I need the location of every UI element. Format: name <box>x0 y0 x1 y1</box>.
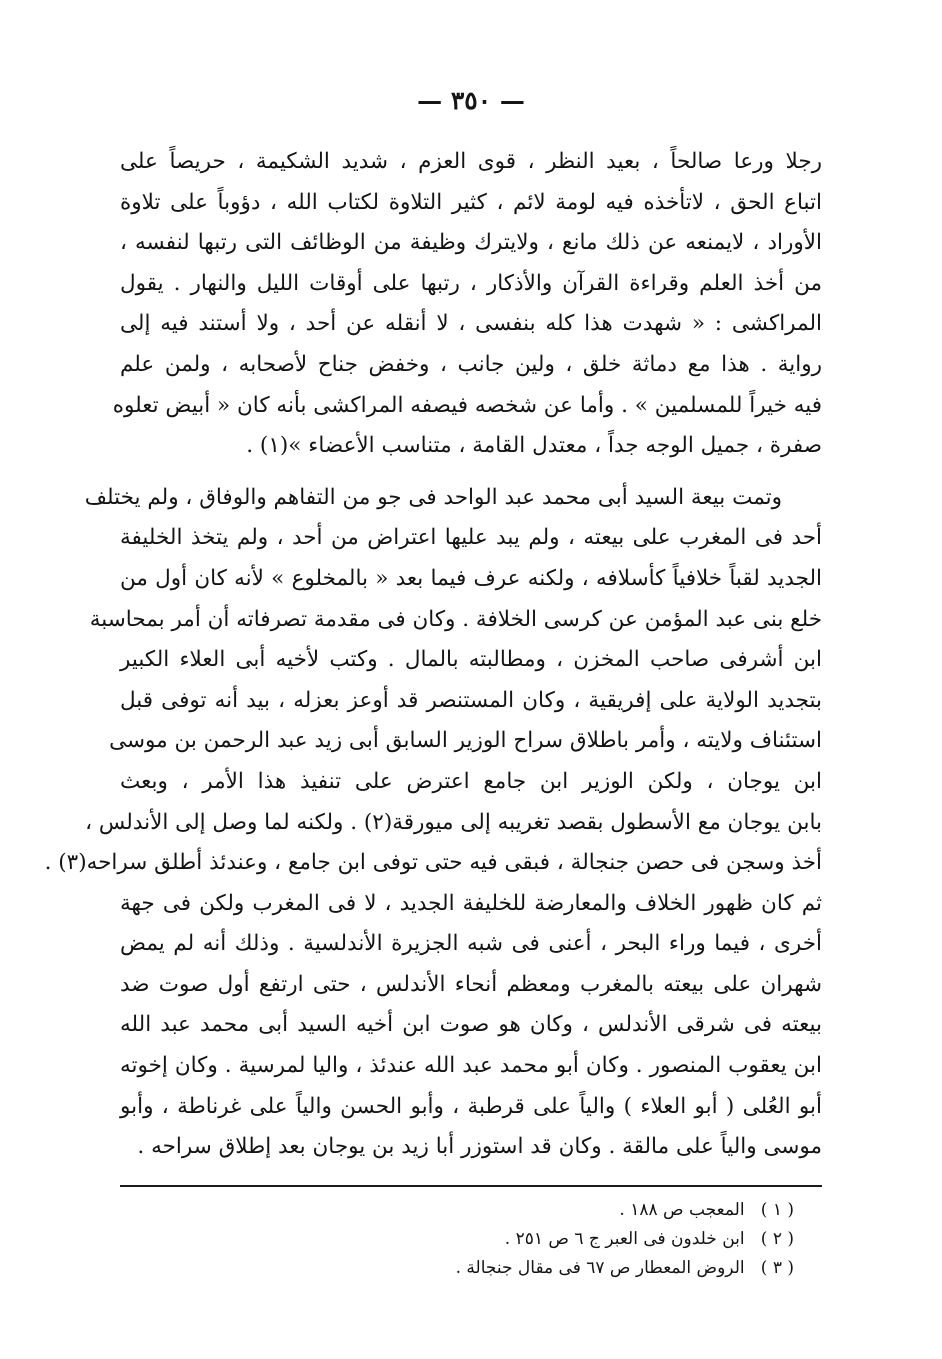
text-line: ابن أشرفى صاحب المخزن ، ومطالبته بالمال . وكتب لأخيه أبى العلاء الكبير <box>120 647 822 673</box>
text-line: أخذ وسجن فى حصن جنجالة ، فبقى فيه حتى توفى ابن جامع ، وعندئذ أطلق سراحه(٣) . <box>44 850 822 876</box>
text-line: فيه خيراً للمسلمين » . وأما عن شخصه فيصفه المراكشى بأنه كان « أبيض تعلوه <box>112 392 822 418</box>
footnote-number: ( ٢ ) <box>760 1229 794 1249</box>
page-number: — ٣٥٠ — <box>417 86 525 115</box>
text-line: الأوراد ، لايمنعه عن ذلك مانع ، ولايترك وظيفة من الوظائف التى رتبها لنفسه ، <box>120 230 822 256</box>
text-line: أبو العُلى ( أبو العلاء ) والياً على قرطبة ، وأبو الحسن والياً على غرناطة ، وأبو <box>120 1093 822 1119</box>
footnote-number: ( ٣ ) <box>760 1258 794 1278</box>
text-line: من أخذ العلم وقراءة القرآن والأذكار ، رتبها على أوقات الليل والنهار . يقول <box>120 270 822 296</box>
footnote-3 <box>134 1254 794 1283</box>
text-line: بيعته فى شرقى الأندلس ، وكان هو صوت ابن أخيه السيد أبى محمد عبد الله <box>120 1012 822 1038</box>
text-line: بابن يوجان مع الأسطول بقصد تغريبه إلى ميورقة(٢) . ولكنه لما وصل إلى الأندلس ، <box>85 809 822 835</box>
text-line: استئناف ولايته ، وأمر باطلاق سراح الوزير السابق أبى زيد عبد الرحمن بن موسى <box>109 728 822 754</box>
footnote-1 <box>134 1196 794 1225</box>
text-line: أحد فى المغرب على بيعته ، ولم يبد عليها اعتراض من أحد ، ولم يتخذ الخليفة <box>120 525 822 551</box>
footnote-text: ابن خلدون فى العبر ج ٦ ص ٢٥١ . <box>504 1229 745 1249</box>
text-line: ثم كان ظهور الخلاف والمعارضة للخليفة الجديد ، لا فى المغرب ولكن فى جهة <box>120 890 822 916</box>
text-line: ابن يوجان ، ولكن الوزير ابن جامع اعترض على تنفيذ هذا الأمر ، وبعث <box>120 768 822 794</box>
text-line: صفرة ، جميل الوجه جداً ، معتدل القامة ، متناسب الأعضاء »(١) . <box>246 433 822 459</box>
text-line: وتمت بيعة السيد أبى محمد عبد الواحد فى جو من التفاهم والوفاق ، ولم يختلف <box>84 484 782 510</box>
text-line: موسى والياً على مالقة . وكان قد استوزر أبا زيد بن يوجان بعد إطلاق سراحه . <box>137 1134 822 1160</box>
footnote-divider <box>120 1185 822 1187</box>
text-line: خلع بنى عبد المؤمن عن كرسى الخلافة . وكان فى مقدمة تصرفاته أن أمر بمحاسبة <box>89 606 822 632</box>
text-line: اتباع الحق ، لاتأخذه فيه لومة لائم ، كثير التلاوة لكتاب الله ، دؤوباً على تلاوة <box>120 189 822 215</box>
text-line: بتجديد الولاية على إفريقية ، وكان المستنصر قد أوعز بعزله ، بيد أنه توفى قبل <box>120 687 822 713</box>
text-line: أخرى ، فيما وراء البحر ، أعنى فى شبه الجزيرة الأندلسية . وذلك أنه لم يمض <box>120 931 822 957</box>
text-line: شهران على بيعته بالمغرب ومعظم أنحاء الأندلس ، حتى ارتفع أول صوت ضد <box>120 971 822 997</box>
paragraph-1 <box>112 142 822 467</box>
body-text <box>44 142 822 1168</box>
text-line: المراكشى : « شهدت هذا كله بنفسى ، لا أنقله عن أحد ، ولا أستند فيه إلى <box>120 311 822 337</box>
text-line: رواية . هذا مع دماثة خلق ، ولين جانب ، وخفض جناح لأصحابه ، ولمن علم <box>120 351 822 377</box>
footnote-number: ( ١ ) <box>760 1200 794 1220</box>
footnote-text: الروض المعطار ص ٦٧ فى مقال جنجالة . <box>455 1258 745 1278</box>
text-line: ابن يعقوب المنصور . وكان أبو محمد عبد الله عندئذ ، واليا لمرسية . وكان إخوته <box>120 1053 822 1079</box>
footnote-2 <box>134 1225 794 1254</box>
text-line: الجديد لقباً خلافياً كأسلافه ، ولكنه عرف فيما بعد « بالمخلوع » لأنه كان أول من <box>120 565 822 591</box>
footnote-text: المعجب ص ١٨٨ . <box>619 1200 745 1220</box>
paragraph-2 <box>44 478 822 1168</box>
text-line: رجلا ورعا صالحاً ، بعيد النظر ، قوى العزم ، شديد الشكيمة ، حريصاً على <box>120 149 822 174</box>
footnotes <box>134 1196 794 1283</box>
